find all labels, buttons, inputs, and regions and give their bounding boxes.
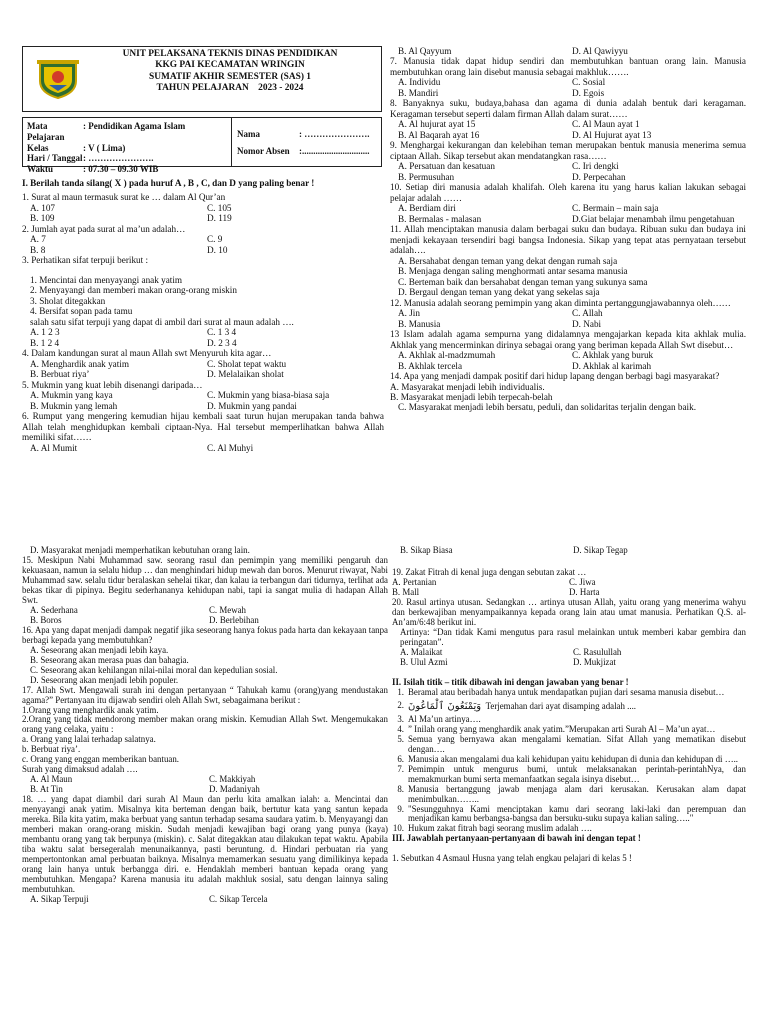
question-13: 13 Islam adalah agama sempurna yang didalamnya mengajarkan kepada kita akhlak mulia. Akhlak yang mencerminkan dirinya sebagai orang yang beriman kepada Allah Swt disebut… [390, 329, 746, 350]
option: C. Masyarakat menjadi lebih bersatu, peduli, dan solidaritas terjalin dengan baik. [398, 402, 696, 413]
list-item: 1.Orang yang menghardik anak yatim. [22, 704, 159, 715]
absen-label: Nomor Absen [237, 146, 290, 157]
option: C. Al Maun ayat 1 [572, 119, 640, 130]
option: B. Seseorang akan merasa puas dan bahagia. [30, 654, 189, 665]
right-column-top [390, 46, 746, 413]
question-stem: Surah yang dimaksud adalah …. [22, 764, 138, 775]
options-row [22, 245, 384, 255]
time-label: Waktu [27, 164, 54, 175]
item-text: Manusia bertanggung jawab menjaga alam dari kerusakan. Kerusakan alam dapat menimbulkan…….. [408, 783, 746, 804]
question-10: 10. Setiap diri manusia adalah khalifah. Oleh karena itu yang harus kalian lakukan sebagai pelajar adalah …… [390, 182, 746, 203]
option: C. Sholat tepat waktu [207, 358, 287, 369]
option: C. Allah [572, 308, 603, 319]
option: A. Akhlak al-madzmumah [398, 350, 496, 361]
option: A. Sikap Terpuji [30, 893, 89, 904]
question-9: 9. Menghargai kekurangan dan kelebihan teman merupakan bentuk manusia menerima semua ciptaan Allah. Sikap tersebut akan mendatangkan rasa…… [390, 140, 746, 161]
option: A. Mukmin yang kaya [30, 390, 113, 401]
option: B. 1 2 4 [30, 337, 60, 348]
options-row [390, 130, 746, 140]
header-line-2: KKG PAI KECAMATAN WRINGIN [155, 60, 305, 71]
section-3-title: III. Jawablah pertanyaan-pertanyaan di bawah ini dengan tepat ! [392, 833, 641, 844]
item-text: Semua yang bernyawa akan mengalami kematian. Sifat Allah yang mematikan disebut dengan…. [408, 733, 746, 754]
option: D. Sikap Tegap [573, 545, 628, 555]
options-row [22, 338, 384, 348]
option: B. Berbuat riya’ [30, 369, 90, 380]
option: B. 109 [30, 213, 55, 224]
options-row [22, 443, 384, 453]
option: A. 1 2 3 [30, 327, 60, 338]
option: D. Bergaul dengan teman yang dekat yang sekelas saja [398, 287, 600, 298]
option: B. Manusia [398, 318, 441, 329]
left-column-top [22, 178, 384, 453]
section-2-title: II. Isilah titik – titik dibawah ini dengan jawaban yang benar ! [392, 676, 629, 687]
list-item: 1. Mencintai dan menyayangi anak yatim [30, 274, 183, 285]
option: A. Bersahabat dengan teman yang dekat dengan rumah saja [398, 255, 618, 266]
question-11: 11. Allah menciptakan manusia dalam berbagai suku dan budaya. Ribuan suku dan budaya ini menjadi kekayaan tersendiri bagi bangsa Indonesia. Sikap yang tepat atas pernyataan tersebut adalah…. [390, 224, 746, 256]
option: C. Sikap Tercela [209, 893, 268, 904]
date-label: Hari / Tanggal [27, 153, 83, 164]
option: B. Permusuhan [398, 171, 455, 182]
item-text: Terjemahan dari ayat disamping adalah .... [485, 700, 637, 711]
name-label: Nama [237, 129, 260, 139]
option: A. 107 [30, 202, 56, 213]
option: A. Persatuan dan kesatuan [398, 161, 495, 172]
options-row [390, 214, 746, 224]
options-row [390, 350, 746, 360]
options-row [22, 203, 384, 213]
item-text: Beramal atau beribadah hanya untuk mendapatkan pujian dari sesama manusia disebut… [408, 686, 725, 697]
list-item: 4. Bersifat sopan pada tamu [30, 306, 133, 317]
option: B. Ulul Azmi [400, 656, 448, 667]
options-row [22, 213, 384, 223]
question-15: 15. Meskipun Nabi Muhammad saw. seorang rasul dan pemimpin yang memiliki pengaruh dan kekuasaan, namun ia selalu hidup … dan menghindari hidup mewah dan boros. Menurut riwayat, Nabi Muhammad saw. selalu tidur beralaskan sehelai tikar, dan kalau ia terbangun dari tidurnya, terlihat ada bekas tikar di pipinya. Begitu sederhananya kehidupan nabi, tapi ia sangat mulia di hadapan Allah Swt. [22, 554, 388, 605]
option: B. Mukmin yang lemah [30, 400, 118, 411]
option: A. Al Maun [30, 774, 73, 785]
option: D. Masyarakat menjadi memperhatikan kebutuhan orang lain. [30, 545, 250, 555]
options-row [22, 327, 384, 337]
options-row [22, 359, 384, 369]
question-18: 18. … yang dapat diambil dari surah Al Maun dan perlu kita amalkan ialah: a. Mencintai dan menyayangi anak yatim. Misalnya kita berteman dengan baik, bertutur kata yang santun kepada mereka. Bila kita yatim, maka berbuat yang santun terhadap sesama saudara yatim. b. Menyayangi dan memberi makan orang-orang miskin. Sudah menjadi kewajiban bagi orang yang punya (kaya) membantu orang yang tak berpunya (miskin). c. Salat ditegakkan atau dilakukan tepat waktu. Apabila tiba waktu salat bersegeralah menunaikannya, pasti beruntung. d. Hindari perbuatan ria yang mempertontonkan amal perbuatan baiknya. Misalnya memamerkan sesuatu yang dimilikinya kepada orang lain hanya untuk berbangga diri. e. Hendaklah memberi bantuan kepada orang yang membutuhkan. Mengapa? Karena manusia itu adalah makhluk sosial, satu dengan lainnya saling membutuhkan. [22, 794, 388, 894]
options-row [392, 658, 746, 668]
list-item: 9. "Sesungguhnya Kami menciptakan kamu dari seorang laki-laki dan perempuan dan menjadikan kamu berbangsa-bangsa dan bersuku-suku supaya kalian saling….." [397, 803, 746, 824]
options-row [390, 319, 746, 329]
option: C. Iri dengki [572, 161, 619, 172]
option: C. Seseorang akan kehilangan nilai-nilai moral dan kepedulian sosial. [30, 664, 278, 675]
list-item: 2.Orang yang tidak mendorong member makan orang miskin. Kemudian Allah Swt. Mengemukakan orang yang celaka, yaitu : [22, 714, 388, 735]
subject-label: Mata Pelajaran [27, 121, 65, 142]
options-row [390, 361, 746, 371]
header-line-1: UNIT PELAKSANA TEKNIS DINAS PENDIDIKAN [122, 49, 338, 59]
arabic-verse: وَيَمْنَعُونَ ٱلْمَاعُونَ [408, 700, 482, 712]
list-item: 1. Beramal atau beribadah hanya untuk mendapatkan pujian dari sesama manusia disebut… [392, 688, 746, 698]
options-row [22, 390, 384, 400]
options-row [22, 775, 388, 785]
option: A. Al hujurat ayat 15 [398, 119, 476, 130]
question-16: 16. Apa yang dapat menjadi dampak negatif jika seseorang hanya fokus pada harta dan kekayaan tanpa berbagi kepada yang membutuhkan? [22, 624, 388, 645]
option: A. Pertanian [392, 576, 437, 587]
option: C. 1 3 4 [207, 327, 237, 338]
item-text: Al Ma’un artinya…. [408, 713, 481, 724]
list-item: 2. وَيَمْنَعُونَ ٱلْمَاعُونَ Terjemahan dari ayat disamping adalah .... [397, 699, 637, 712]
option: D. Nabi [572, 318, 602, 329]
options-row [22, 401, 384, 411]
option: D. Seseorang akan menjadi lebih populer. [30, 674, 179, 685]
options-row [22, 895, 388, 905]
list-item: 3. Sholat ditegakkan [30, 295, 106, 306]
item-text: "Sesungguhnya Kami menciptakan kamu dari seorang laki-laki dan perempuan dan menjadikan kamu berbangsa-bangsa dan bersuku-suku supaya kalian saling….." [408, 803, 746, 824]
option: D.Giat belajar menambah ilmu pengetahuan [572, 213, 735, 224]
options-row [390, 172, 746, 182]
option: A. Sederhana [30, 604, 78, 615]
fill-in-list [392, 688, 746, 835]
question-17: 17. Allah Swt. Mengawali surah ini dengan pertanyaan “ Tahukah kamu (orang)yang mendustakan agama?” Pertanyaan itu dijawab sendiri oleh Allah Swt, sebagaimana berikut : [22, 684, 388, 705]
list-item: 5. Semua yang bernyawa akan mengalami kematian. Sifat Allah yang mematikan disebut dengan…. [397, 733, 746, 754]
option: A. Berdiam diri [398, 203, 456, 214]
question-3: 3. Perhatikan sifat terpuji berikut : [22, 255, 149, 266]
header-line-3: SUMATIF AKHIR SEMESTER (SAS) 1 [148, 71, 311, 82]
options-row [390, 203, 746, 213]
question-14: 14. Apa yang menjadi dampak positif dari hidup lapang dengan berbagi bagi masyarakat? [390, 371, 720, 382]
header-line-4: TAHUN PELAJARAN 2023 - 2024 [156, 82, 304, 93]
option: B. Al Qayyum [398, 46, 452, 56]
absen-field: :.............................. [299, 146, 370, 157]
item-text: Hukum zakat fitrah bagi seorang muslim adalah …. [408, 823, 592, 834]
option: A. Menghardik anak yatim [30, 358, 129, 369]
student-fields [237, 126, 370, 160]
class-value: : V ( Lima) [83, 142, 126, 153]
option: C. Rasulullah [573, 646, 622, 657]
option: D. Akhlak al karimah [572, 360, 652, 371]
option: B. Masyarakat menjadi lebih terpecah-belah [390, 391, 553, 402]
question-4: 4. Dalam kandungan surat al maun Allah swt Menyuruh kita agar… [22, 348, 272, 359]
option: C. Mewah [209, 604, 246, 615]
option: A. Jin [398, 308, 420, 319]
option: C. Makkiyah [209, 774, 256, 785]
school-header [85, 49, 375, 94]
time-value: : 07.30 – 09.30 WIB [83, 164, 159, 175]
info-divider [231, 118, 232, 166]
header-box [22, 46, 382, 112]
option: D. 10 [207, 244, 228, 255]
option: D. Perpecahan [572, 171, 626, 182]
option: B. Bermalas - malasan [398, 213, 482, 224]
option: B. Mall [392, 586, 420, 597]
list-item: 8. Manusia bertanggung jawab menjaga alam dari kerusakan. Kerusakan alam dapat menimbulkan…….. [397, 783, 746, 804]
options-row [390, 77, 746, 87]
list-item: a. Orang yang lalai terhadap salatnya. [22, 734, 156, 745]
section-1-title: I. Berilah tanda silang( X ) pada huruf A , B , C, dan D yang paling benar ! [22, 178, 315, 188]
option: D. Harta [569, 586, 600, 597]
item-text: Manusia akan mengalami dua kali kehidupan yaitu kehidupan di dunia dan kehidupan di ….. [408, 753, 739, 764]
options-row [390, 88, 746, 98]
option: D. 2 3 4 [207, 337, 237, 348]
question-8: 8. Banyaknya suku, budaya,bahasa dan agama di dunia adalah bentuk dari keragaman. Keragaman tersebut seperti dalam firman Allah dalam surat…… [390, 98, 746, 119]
option: B. Boros [30, 614, 62, 625]
option: C. 105 [207, 202, 232, 213]
option: D. 119 [207, 213, 232, 224]
option: B. Mandiri [398, 87, 439, 98]
option: B. 8 [30, 244, 46, 255]
option: A. Al Mumit [30, 442, 78, 453]
option: D. Al Hujurat ayat 13 [572, 129, 652, 140]
option: D. Melalaikan sholat [207, 369, 284, 380]
option: A. Seseorang akan menjadi lebih kaya. [30, 644, 169, 655]
option: A. 7 [30, 234, 46, 245]
options-row [390, 161, 746, 171]
name-field: : …………………. [299, 129, 370, 139]
option: C. Berteman baik dan bersahabat dengan teman yang sukunya sama [398, 276, 648, 287]
list-item: 4. ” Inilah orang yang menghardik anak yatim.”Merupakan arti Surah Al – Ma’un ayat… [392, 725, 746, 735]
option: B. Menjaga dengan saling menghormati antar sesama manusia [398, 266, 628, 277]
options-row [392, 546, 746, 556]
options-row [390, 308, 746, 318]
option: A. Malaikat [400, 646, 443, 657]
list-item: 6. Manusia akan mengalami dua kali kehidupan yaitu kehidupan di dunia dan kehidupan di ….. [392, 755, 746, 765]
option: C. Bermain – main saja [572, 203, 659, 214]
question-20: 20. Rasul artinya utusan. Sedangkan … artinya utusan Allah, yaitu orang yang menerima wahyu dan berkewajiban menyampaikannya kepada orang lain atau umat manusia. Perhatikan Q.S. al-An’am/6:48 berikut ini. [392, 596, 746, 627]
option: D. Mukmin yang pandai [207, 400, 297, 411]
option: C. Al Muhyi [207, 442, 254, 453]
option: B. Akhlak tercela [398, 360, 463, 371]
list-item: 2. Menyayangi dan memberi makan orang-orang miskin [30, 285, 237, 296]
option: D. Egois [572, 87, 605, 98]
class-label: Kelas [27, 142, 49, 153]
option: D. Al Qawiyyu [572, 46, 628, 56]
question-5: 5. Mukmin yang kuat lebih disenangi daripada… [22, 379, 203, 390]
question-19: 19. Zakat Fitrah di kenal juga dengan sebutan zakat … [392, 566, 587, 577]
option: B. At Tin [30, 784, 63, 795]
question-2: 2. Jumlah ayat pada surat al ma’un adalah… [22, 223, 186, 234]
question-stem: salah satu sifat terpuji yang dapat di ambil dari surat al maun adalah …. [30, 316, 294, 327]
exam-info [27, 121, 185, 175]
option: D. Berlebihan [209, 614, 259, 625]
option: A. Individu [398, 77, 441, 88]
subject-value: : Pendidikan Agama Islam [83, 121, 186, 131]
options-row [22, 234, 384, 244]
option: C. Akhlak yang buruk [572, 350, 654, 361]
option: C. Sosial [572, 77, 606, 88]
item-text: Pemimpin untuk mengurus bumi, untuk melaksanakan perintah-perintahNya, dan memakmurkan bumi serta memanfaatkan segala isinya disebut… [408, 763, 746, 784]
option: C. Jiwa [569, 576, 596, 587]
regency-emblem-icon [35, 57, 81, 99]
item-text: ” Inilah orang yang menghardik anak yatim.”Merupakan arti Surah Al – Ma’un ayat… [408, 723, 716, 734]
question-12: 12. Manusia adalah seorang pemimpin yang akan diminta pertanggungjawabannya oleh…… [390, 297, 731, 308]
question-6: 6. Rumput yang mengering kemudian hijau kembali saat turun hujan merupakan tanda bahwa Allah telah menghidupkan kembali ciptaan-Nya. Hal tersebut memperlihatkan bahwa Allah memiliki sifat…… [22, 411, 384, 443]
question-1: 1. Surat al maun termasuk surat ke … dalam Al Qur’an [22, 192, 226, 203]
date-value: : …………………. [83, 153, 154, 164]
options-row [22, 369, 384, 379]
right-column-bottom [392, 546, 746, 864]
option: A. Masyarakat menjadi lebih individualis. [390, 381, 545, 392]
option: D. Mukjizat [573, 656, 616, 667]
list-item: c. Orang yang enggan memberikan bantuan. [22, 754, 179, 765]
option: C. 9 [207, 234, 223, 245]
options-row [22, 606, 388, 616]
option: B. Sikap Biasa [400, 545, 453, 555]
verse-translation: Artinya: “Dan tidak Kami mengutus para rasul melainkan untuk memberi kabar gembira dan peringatan”. [400, 626, 746, 647]
list-item: 10. Hukum zakat fitrah bagi seorang muslim adalah …. [392, 824, 746, 834]
question-7: 7. Manusia tidak dapat hidup sendiri dan membutuhkan bantuan orang lain. Manusia membutuhkan orang lain disebut manusia sebagai makhluk……. [390, 56, 746, 77]
option: C. Mukmin yang biasa-biasa saja [207, 390, 330, 401]
list-item: 7. Pemimpin untuk mengurus bumi, untuk melaksanakan perintah-perintahNya, dan memakmurkan bumi serta memanfaatkan segala isinya disebut… [397, 763, 746, 784]
list-item: 3. Al Ma’un artinya…. [392, 715, 746, 725]
student-info-box [22, 117, 382, 175]
list-item: b. Berbuat riya’. [22, 744, 81, 755]
essay-question-1: 1. Sebutkan 4 Asmaul Husna yang telah engkau pelajari di kelas 5 ! [392, 853, 632, 864]
option: D. Madaniyah [209, 784, 260, 795]
options-row [390, 119, 746, 129]
left-column-bottom [22, 546, 388, 905]
option: B. Al Baqarah ayat 16 [398, 129, 480, 140]
options-row [390, 46, 746, 56]
